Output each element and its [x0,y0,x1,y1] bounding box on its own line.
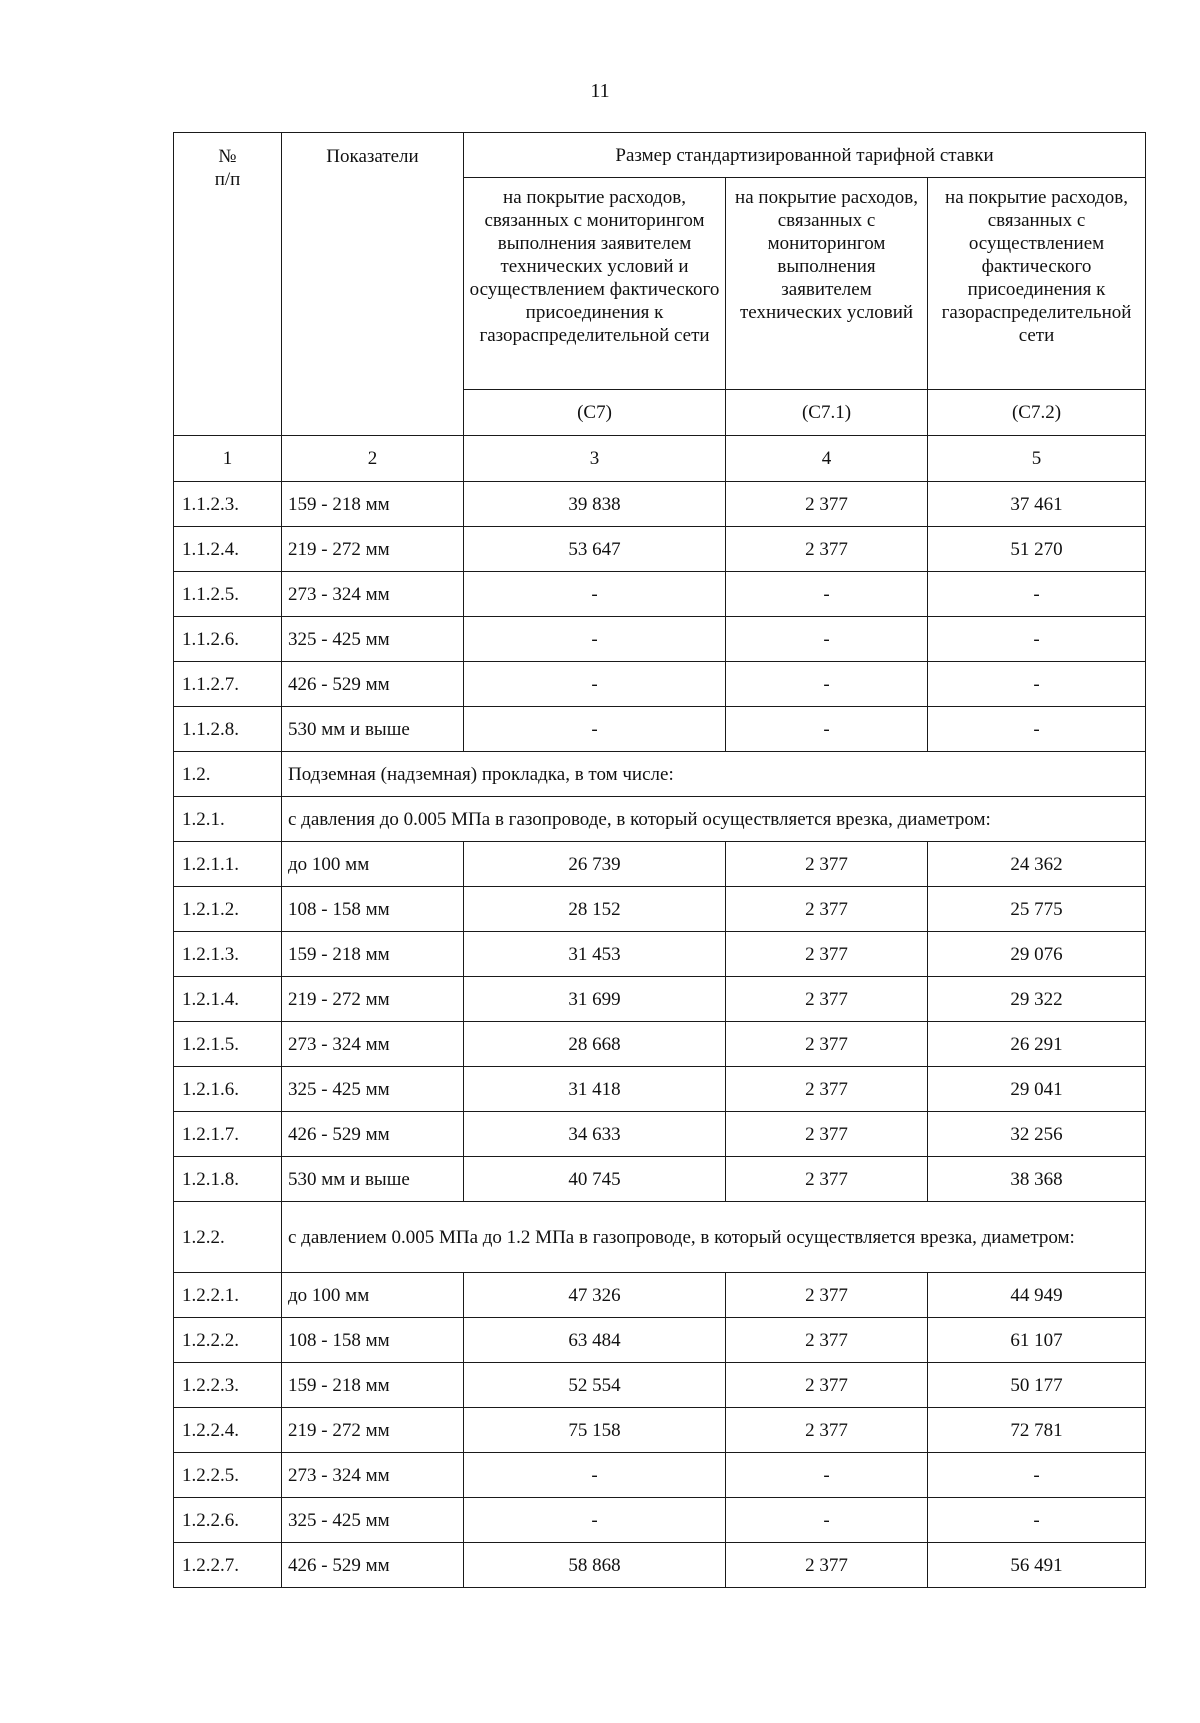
value-c7: - [464,707,726,752]
value-c71: - [726,662,928,707]
value-c7: 58 868 [464,1543,726,1588]
table-row [174,977,1146,1022]
row-number: 1.2.2.6. [174,1498,282,1543]
value-c7: 28 152 [464,887,726,932]
value-c71: - [726,572,928,617]
value-c72: 29 041 [928,1067,1146,1112]
value-c7: 63 484 [464,1318,726,1363]
value-c71: 2 377 [726,977,928,1022]
row-number: 1.2.2.2. [174,1318,282,1363]
row-indicator: 426 - 529 мм [282,662,464,707]
value-c7: 47 326 [464,1273,726,1318]
header-row-1 [174,133,1146,178]
table-row [174,1318,1146,1363]
row-number: 1.1.2.6. [174,617,282,662]
row-indicator: до 100 мм [282,842,464,887]
value-c7: 26 739 [464,842,726,887]
table-row [174,1022,1146,1067]
value-c71: 2 377 [726,887,928,932]
value-c71: 2 377 [726,842,928,887]
tariff-table [173,132,1146,1588]
value-c7: - [464,1453,726,1498]
row-number: 1.2.1.2. [174,887,282,932]
row-indicator: 273 - 324 мм [282,1453,464,1498]
table-row [174,1453,1146,1498]
value-c71: 2 377 [726,527,928,572]
value-c72: - [928,662,1146,707]
value-c71: 2 377 [726,1022,928,1067]
row-number: 1.2.2.1. [174,1273,282,1318]
row-number: 1.2. [174,752,282,797]
row-indicator: 426 - 529 мм [282,1112,464,1157]
value-c71: 2 377 [726,1363,928,1408]
table-row [174,527,1146,572]
section-title: Подземная (надземная) прокладка, в том числе: [282,752,1146,797]
row-number: 1.1.2.7. [174,662,282,707]
table-row [174,572,1146,617]
row-number: 1.1.2.4. [174,527,282,572]
value-c71: 2 377 [726,1318,928,1363]
table-row [174,1112,1146,1157]
header-number-2: 2 [282,436,464,482]
value-c72: 61 107 [928,1318,1146,1363]
value-c7: 31 418 [464,1067,726,1112]
value-c72: 25 775 [928,887,1146,932]
value-c71: 2 377 [726,1408,928,1453]
table-row [174,1363,1146,1408]
header-col-c72-desc: на покрытие расходов, связанных с осуществлением фактического присоединения к газораспределительной сети [928,178,1146,390]
table-row [174,707,1146,752]
row-number: 1.2.2.4. [174,1408,282,1453]
row-number: 1.2.1.4. [174,977,282,1022]
table-row [174,1067,1146,1112]
value-c71: - [726,617,928,662]
row-indicator: 325 - 425 мм [282,1498,464,1543]
value-c71: 2 377 [726,1067,928,1112]
table-row [174,842,1146,887]
value-c71: 2 377 [726,482,928,527]
value-c7: 31 453 [464,932,726,977]
value-c7: 53 647 [464,527,726,572]
table-row [174,662,1146,707]
row-indicator: 219 - 272 мм [282,1408,464,1453]
table-row [174,1498,1146,1543]
value-c72: 44 949 [928,1273,1146,1318]
value-c7: - [464,617,726,662]
value-c7: - [464,662,726,707]
table-row [174,932,1146,977]
row-number: 1.2.1.1. [174,842,282,887]
row-number: 1.2.2.7. [174,1543,282,1588]
value-c71: 2 377 [726,1157,928,1202]
section-title: с давления до 0.005 МПа в газопроводе, в который осуществляется врезка, диаметром: [282,797,1146,842]
header-col-c7-desc: на покрытие расходов, связанных с мониторингом выполнения заявителем технических условий и осуществлением фактического присоединения к газораспределительной сети [464,178,726,390]
value-c72: 29 322 [928,977,1146,1022]
value-c7: 39 838 [464,482,726,527]
header-col-group: Размер стандартизированной тарифной ставки [464,133,1146,178]
row-indicator: 159 - 218 мм [282,1363,464,1408]
header-col-c71-code: (С7.1) [726,390,928,436]
table-row [174,482,1146,527]
page-number: 11 [590,80,610,102]
value-c7: - [464,1498,726,1543]
value-c72: - [928,572,1146,617]
value-c72: 51 270 [928,527,1146,572]
table-row [174,617,1146,662]
header-col-c71-desc: на покрытие расходов, связанных с мониторингом выполнения заявителем технических условий [726,178,928,390]
value-c72: - [928,1498,1146,1543]
table-row [174,1273,1146,1318]
value-c72: 24 362 [928,842,1146,887]
value-c7: 34 633 [464,1112,726,1157]
value-c7: - [464,572,726,617]
value-c72: 50 177 [928,1363,1146,1408]
row-indicator: 426 - 529 мм [282,1543,464,1588]
header-col-c72-code: (С7.2) [928,390,1146,436]
value-c7: 28 668 [464,1022,726,1067]
value-c72: 37 461 [928,482,1146,527]
row-number: 1.2.1.3. [174,932,282,977]
value-c7: 75 158 [464,1408,726,1453]
section-row [174,752,1146,797]
value-c71: 2 377 [726,1273,928,1318]
row-indicator: 108 - 158 мм [282,1318,464,1363]
value-c72: 26 291 [928,1022,1146,1067]
row-number: 1.2.2.3. [174,1363,282,1408]
row-indicator: 325 - 425 мм [282,1067,464,1112]
row-number: 1.1.2.5. [174,572,282,617]
section-row [174,797,1146,842]
value-c7: 31 699 [464,977,726,1022]
header-numbers-row [174,436,1146,482]
header-col-num: № п/п [174,133,282,436]
value-c72: 38 368 [928,1157,1146,1202]
value-c71: - [726,707,928,752]
row-indicator: 273 - 324 мм [282,572,464,617]
row-number: 1.2.2.5. [174,1453,282,1498]
row-number: 1.1.2.8. [174,707,282,752]
row-indicator: до 100 мм [282,1273,464,1318]
row-number: 1.2.1.7. [174,1112,282,1157]
row-indicator: 325 - 425 мм [282,617,464,662]
value-c72: - [928,1453,1146,1498]
row-indicator: 219 - 272 мм [282,977,464,1022]
table-row [174,1408,1146,1453]
value-c72: 29 076 [928,932,1146,977]
row-number: 1.2.1.8. [174,1157,282,1202]
row-number: 1.1.2.3. [174,482,282,527]
value-c72: 32 256 [928,1112,1146,1157]
table-row [174,1157,1146,1202]
header-number-3: 3 [464,436,726,482]
row-indicator: 159 - 218 мм [282,932,464,977]
table-row [174,887,1146,932]
row-number: 1.2.2. [174,1202,282,1273]
section-title: с давлением 0.005 МПа до 1.2 МПа в газопроводе, в который осуществляется врезка, диаметром: [282,1202,1146,1273]
value-c7: 52 554 [464,1363,726,1408]
header-number-5: 5 [928,436,1146,482]
value-c72: - [928,617,1146,662]
tariff-table-body [174,133,1146,1588]
section-row [174,1202,1146,1273]
row-indicator: 530 мм и выше [282,1157,464,1202]
value-c7: 40 745 [464,1157,726,1202]
row-indicator: 273 - 324 мм [282,1022,464,1067]
row-indicator: 219 - 272 мм [282,527,464,572]
value-c72: 72 781 [928,1408,1146,1453]
header-col-indicators: Показатели [282,133,464,436]
value-c71: 2 377 [726,1112,928,1157]
value-c71: 2 377 [726,932,928,977]
row-number: 1.2.1.5. [174,1022,282,1067]
value-c72: - [928,707,1146,752]
row-indicator: 159 - 218 мм [282,482,464,527]
value-c71: 2 377 [726,1543,928,1588]
row-number: 1.2.1.6. [174,1067,282,1112]
row-number: 1.2.1. [174,797,282,842]
header-col-c7-code: (С7) [464,390,726,436]
table-row [174,1543,1146,1588]
value-c71: - [726,1453,928,1498]
value-c72: 56 491 [928,1543,1146,1588]
row-indicator: 530 мм и выше [282,707,464,752]
header-number-1: 1 [174,436,282,482]
row-indicator: 108 - 158 мм [282,887,464,932]
value-c71: - [726,1498,928,1543]
header-number-4: 4 [726,436,928,482]
